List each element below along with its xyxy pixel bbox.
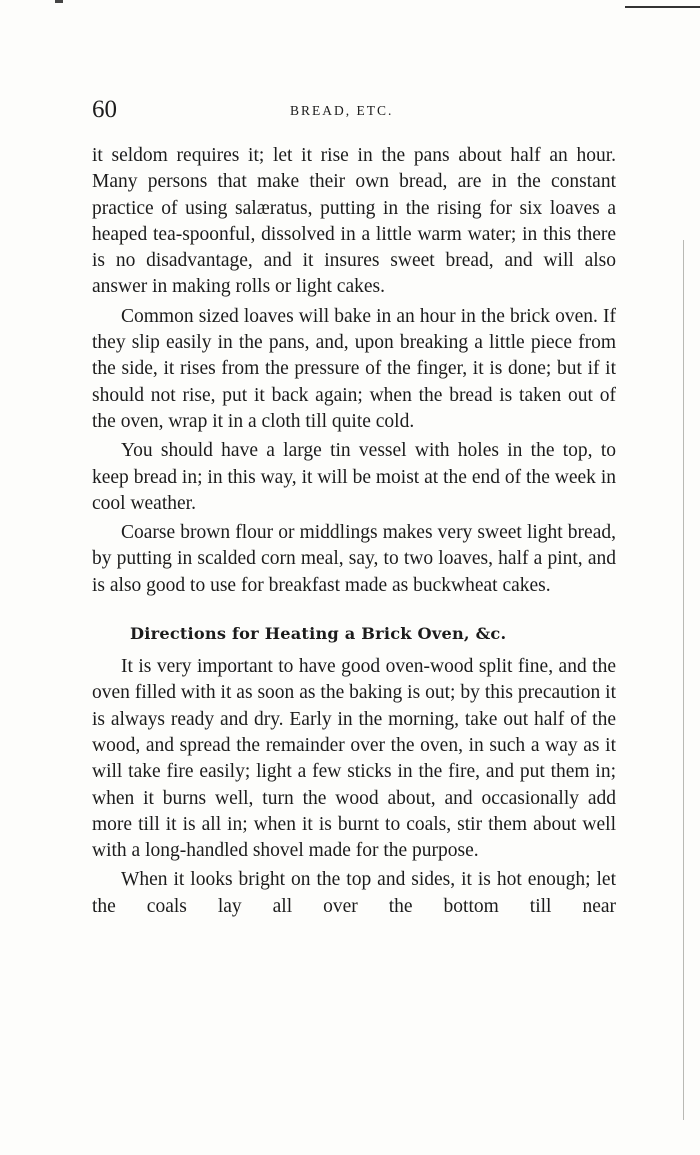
page-edge-line xyxy=(683,240,684,1120)
paragraph: You should have a large tin vessel with holes in the top, to keep bread in; in this way, it will be moist at the end of the week in cool weather. xyxy=(92,440,616,514)
paragraph: it seldom requires it; let it rise in the pans about half an hour. Many persons that make their own bread, are in the constant practice of using salæratus, putting in the rising for six loaves a heaped tea-spoonful, dissolved in a little warm water; in this there is no disadvantage, and it insures sweet bread, and will also answer in making rolls or light cakes. xyxy=(92,145,616,298)
paragraph: Common sized loaves will bake in an hour in the brick oven. If they slip easily in the pans, and, upon breaking a little piece from the side, it rises from the pressure of the finger, it is done; but if it should not rise, put it back again; when the bread is taken out of the oven, wrap it in a cloth till quite cold. xyxy=(92,305,616,432)
page-body xyxy=(92,143,616,920)
top-edge-mark xyxy=(55,0,63,3)
page-header xyxy=(92,96,622,130)
page-number: 60 xyxy=(92,96,117,123)
top-edge-rule xyxy=(625,6,700,8)
paragraph: When it looks bright on the top and sides, it is hot enough; let the coals lay all over the bottom till near xyxy=(92,869,616,917)
section-heading: Directions for Heating a Brick Oven, &c. xyxy=(130,624,507,644)
paragraph: It is very important to have good oven-wood split fine, and the oven filled with it as soon as the baking is out; by this precaution it is always ready and dry. Early in the morning, take out half of the wood, and spread the remainder over the oven, in such a way as it will take fire easily; light a few sticks in the fire, and put them in; when it burns well, turn the wood about, and occasionally add more till it is all in; when it is burnt to coals, stir them about well with a long-handled shovel made for the purpose. xyxy=(92,656,616,862)
running-title: BREAD, ETC. xyxy=(290,103,394,118)
paragraph: Coarse brown flour or middlings makes very sweet light bread, by putting in scalded corn meal, say, to two loaves, half a pint, and is also good to use for breakfast made as buckwheat cakes. xyxy=(92,522,616,596)
